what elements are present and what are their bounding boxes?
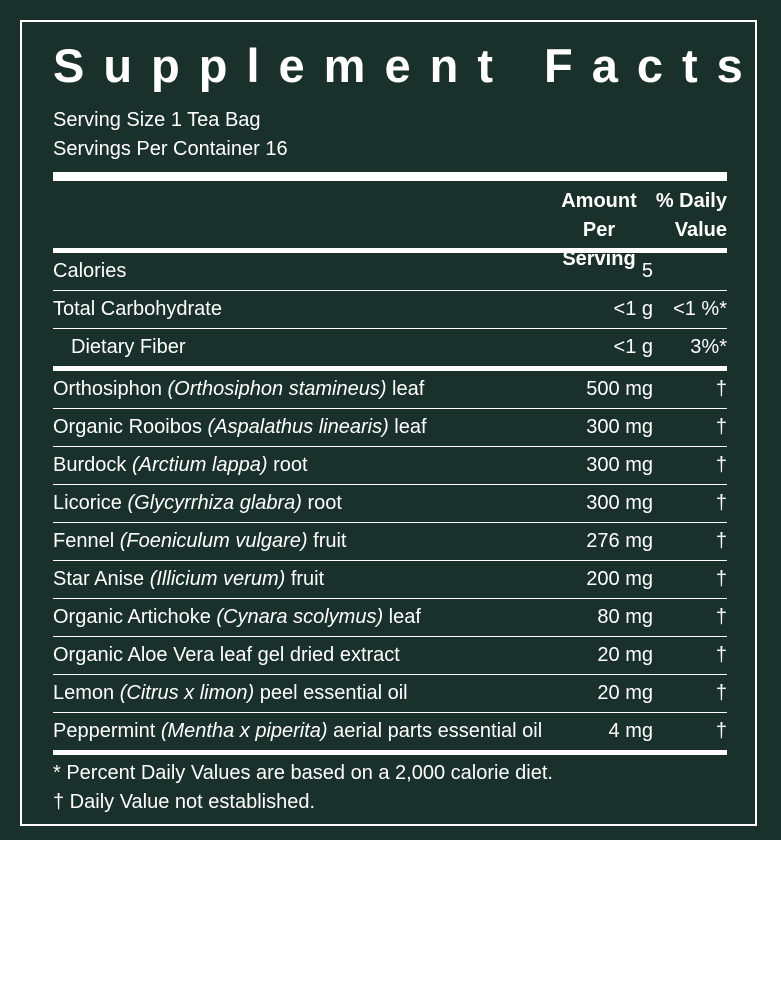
- ingredient-amount: 300 mg: [586, 454, 653, 476]
- ingredient-common-name: Star Anise: [53, 568, 150, 590]
- nutrient-row-dietary-fiber: [53, 329, 727, 366]
- ingredient-daily-value: †: [715, 378, 727, 400]
- ingredient-list: [53, 371, 727, 750]
- ingredient-part: leaf: [386, 378, 425, 400]
- ingredient-amount: 20 mg: [597, 644, 653, 666]
- ingredient-name: [53, 485, 342, 522]
- column-header: [53, 181, 727, 270]
- ingredient-common-name: Organic Artichoke: [53, 606, 217, 628]
- serving-info: [53, 106, 727, 164]
- ingredient-name: [53, 409, 427, 446]
- footnotes: [53, 759, 727, 817]
- ingredient-amount: 276 mg: [586, 530, 653, 552]
- ingredient-row: [53, 561, 727, 599]
- ingredient-part: leaf: [383, 606, 421, 628]
- ingredient-part: peel essential oil: [254, 682, 408, 704]
- ingredient-common-name: Organic Aloe Vera leaf gel dried extract: [53, 644, 400, 666]
- divider-medium: [53, 750, 727, 755]
- ingredient-common-name: Lemon: [53, 682, 120, 704]
- ingredient-daily-value: †: [715, 606, 727, 628]
- ingredient-daily-value: †: [715, 720, 727, 742]
- footnote-not-established: † Daily Value not established.: [53, 791, 316, 813]
- ingredient-name: [53, 447, 308, 484]
- ingredient-common-name: Orthosiphon: [53, 378, 168, 400]
- ingredient-latin-name: (Aspalathus linearis): [207, 416, 389, 438]
- ingredient-daily-value: †: [715, 568, 727, 590]
- ingredient-latin-name: (Arctium lappa): [131, 454, 268, 476]
- panel-title: Supplement Facts: [53, 39, 762, 92]
- ingredient-row: [53, 637, 727, 675]
- dv-header-line2: Value: [674, 219, 727, 241]
- ingredient-latin-name: (Foeniculum vulgare): [119, 530, 308, 552]
- nutrient-amount: 5: [641, 260, 653, 282]
- ingredient-daily-value: †: [715, 682, 727, 704]
- ingredient-row: [53, 485, 727, 523]
- ingredient-part: root: [301, 492, 342, 514]
- nutrient-name: Calories: [53, 260, 127, 282]
- ingredient-name: [53, 637, 400, 674]
- ingredient-latin-name: (Citrus x limon): [119, 682, 255, 704]
- panel-content: [53, 36, 762, 817]
- ingredient-row: [53, 447, 727, 485]
- ingredient-common-name: Burdock: [53, 454, 132, 476]
- servings-per-container: Servings Per Container 16: [53, 138, 288, 160]
- ingredient-latin-name: (Cynara scolymus): [216, 606, 384, 628]
- nutrient-daily-value: 3%*: [690, 336, 727, 358]
- divider-thick: [53, 172, 727, 181]
- ingredient-name: [53, 561, 324, 598]
- ingredient-row: [53, 409, 727, 447]
- ingredient-amount: 500 mg: [586, 378, 653, 400]
- ingredient-daily-value: †: [715, 492, 727, 514]
- ingredient-amount: 4 mg: [608, 720, 653, 742]
- ingredient-daily-value: †: [715, 530, 727, 552]
- dv-header-line1: % Daily: [655, 190, 727, 212]
- nutrient-daily-value: <1 %*: [673, 298, 727, 320]
- ingredient-part: root: [267, 454, 308, 476]
- ingredient-common-name: Peppermint: [53, 720, 161, 742]
- nutrient-amount: <1 g: [613, 298, 653, 320]
- ingredient-name: [53, 371, 424, 408]
- footnote-daily-values: * Percent Daily Values are based on a 2,000 calorie diet.: [53, 762, 553, 784]
- nutrient-name: Dietary Fiber: [71, 336, 186, 358]
- ingredient-row: [53, 713, 727, 750]
- ingredient-name: [53, 713, 542, 750]
- nutrient-amount: <1 g: [613, 336, 653, 358]
- ingredient-part: fruit: [285, 568, 325, 590]
- ingredient-common-name: Fennel: [53, 530, 120, 552]
- ingredient-row: [53, 599, 727, 637]
- ingredient-part: fruit: [307, 530, 347, 552]
- daily-value-column-header: [656, 187, 727, 245]
- ingredient-amount: 80 mg: [597, 606, 653, 628]
- ingredient-latin-name: (Mentha x piperita): [160, 720, 328, 742]
- ingredient-latin-name: (Glycyrrhiza glabra): [127, 492, 302, 514]
- amount-header-line2: Per Serving: [562, 219, 636, 270]
- ingredient-row: [53, 523, 727, 561]
- ingredient-name: [53, 523, 346, 560]
- ingredient-daily-value: †: [715, 416, 727, 438]
- ingredient-amount: 300 mg: [586, 416, 653, 438]
- ingredient-daily-value: †: [715, 644, 727, 666]
- ingredient-name: [53, 675, 408, 712]
- nutrient-list: [53, 253, 727, 366]
- ingredient-part: aerial parts essential oil: [327, 720, 543, 742]
- ingredient-amount: 200 mg: [586, 568, 653, 590]
- ingredient-amount: 300 mg: [586, 492, 653, 514]
- ingredient-row: [53, 675, 727, 713]
- ingredient-amount: 20 mg: [597, 682, 653, 704]
- nutrient-row-calories: [53, 253, 727, 291]
- ingredient-common-name: Licorice: [53, 492, 128, 514]
- ingredient-latin-name: (Orthosiphon stamineus): [167, 378, 387, 400]
- amount-header-line1: Amount: [561, 190, 637, 212]
- ingredient-common-name: Organic Rooibos: [53, 416, 208, 438]
- ingredient-latin-name: (Illicium verum): [149, 568, 286, 590]
- ingredient-part: leaf: [388, 416, 427, 438]
- serving-size: Serving Size 1 Tea Bag: [53, 109, 261, 131]
- ingredient-row: [53, 371, 727, 409]
- ingredient-name: [53, 599, 421, 636]
- ingredient-daily-value: †: [715, 454, 727, 476]
- nutrient-name: Total Carbohydrate: [53, 298, 222, 320]
- nutrient-row-total-carbohydrate: [53, 291, 727, 329]
